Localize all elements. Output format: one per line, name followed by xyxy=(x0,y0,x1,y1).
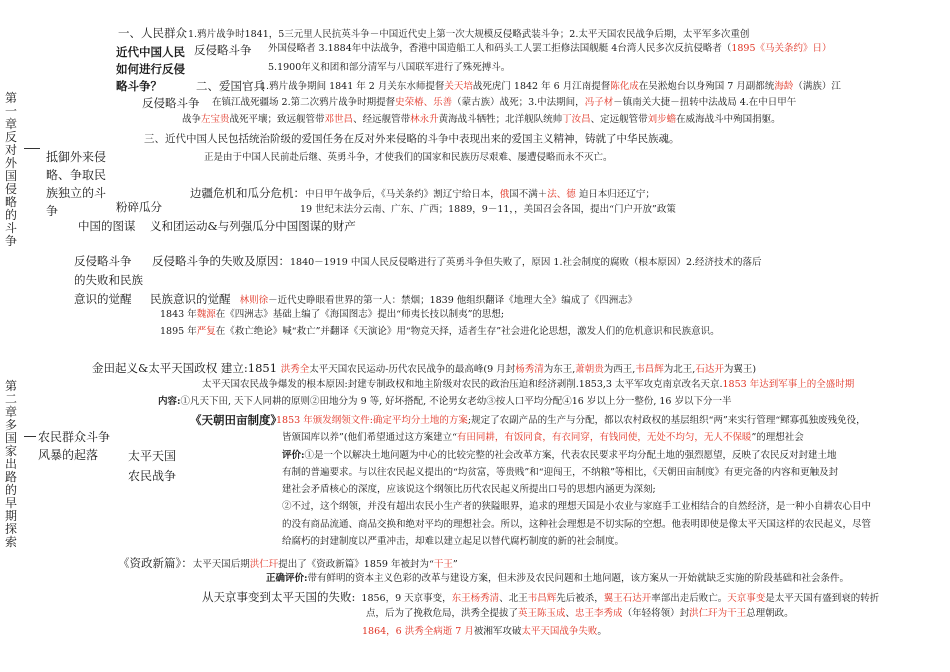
partition-line-1: 边疆危机和瓜分危机：中日甲午战争后，《马关条约》割辽宁给日本，俄国不满＋法、德 迫日本归还辽宁； xyxy=(190,186,655,200)
chapter-2-title: 第二章多国家出路的早期探索 xyxy=(4,379,17,549)
topic-taiping: 太平天国农民战争 xyxy=(128,449,177,483)
evaluation-line-3: 建社会矛盾核心的深度，应该说这个纲领比历代农民起义所提出口号的思想内涵更为深刻; xyxy=(282,484,656,495)
evaluation-line-5: 的没有商品流通、商品交换和绝对平均的理想社会。所以，这种社会理想是不切实际的空想。他表明即使是像太平天国这样的农民起义，尽管 xyxy=(282,519,872,530)
root-cause-line: 太平天国农民战争爆发的根本原因:封建专制政权和地主阶级对农民的政治压迫和经济剥削.1853,3 太平军攻克南京改名天京.1853 年达到军事上的全盛时期 xyxy=(202,379,855,390)
section-1-heading: 一、人民群众 xyxy=(118,26,187,40)
awakening-line-1: 民族意识的觉醒 林则徐－近代史睁眼看世界的第一人：禁烟；1839 他组织翻译《地理大全》编成了《四洲志》 xyxy=(150,292,638,306)
tianjing-line-2: 点，后为了挽救危局，洪秀全提拔了英王陈玉成、忠王李秀成（年轻将领）封洪仁玕为干王总理朝政。 xyxy=(366,608,794,619)
tianchao-line-2: 皆颁国库以养”(他们希望通过这方案建立“有田同耕，有饭同食，有衣同穿，有钱同使，无处不均匀，无人不保暖”的理想社会 xyxy=(282,432,804,443)
evaluation-line-1: 评价:①是一个以解决土地问题为中心的比较完整的社会改革方案，代表农民要求平均分配土地的强烈愿望，反映了农民反对封建土地 xyxy=(282,450,837,461)
question-title: 近代中国人民如何进行反侵略斗争？ xyxy=(116,45,185,93)
topic-resist-invasion: 抵御外来侵略、争取民族独立的斗争 xyxy=(46,150,107,218)
tianjing-line-1: 从天京事变到太平天国的失败: 1856，9 天京事变，东王杨秀清、北王韦昌辉先后被杀，翼王石达开率部出走后败亡。天京事变是太平天国有盛到衰的转折 xyxy=(202,590,880,604)
section-3-line-2: 正是由于中国人民前赴后继、英勇斗争，才使我们的国家和民族历尽艰难、屡遭侵略而永不灭亡。 xyxy=(204,152,613,163)
section-1-line-1: 1.鸦片战争时1841，5三元里人民抗英斗争－中国近代史上第一次大规模反侵略武装斗争；2.太平天国农民战争后期，太平军多次重创 xyxy=(188,29,750,40)
section-1-line-3: 5.1900年义和团和部分清军与八国联军进行了殊死搏斗。 xyxy=(268,62,511,73)
failure-reasons-line: 反侵略斗争的失败及原因：1840－1919 中国人民反侵略进行了英勇斗争但失败了，原因 1.社会制度的腐败（根本原因）2.经济技术的落后 xyxy=(152,254,762,268)
section-2-line-1: 1.鸦片战争期间 1841 年 2 月关东水师提督关天培战死虎门 1842 年 6 月江南提督陈化成在吴淞炮台以身殉国 7 月副都统海龄（满族）江 xyxy=(260,81,841,92)
resist-failure-sub-2: 意识的觉醒 xyxy=(74,292,132,306)
zizheng-eval-line: 正确评价:带有鲜明的资本主义色彩的改革与建设方案，但未涉及农民问题和土地问题，该方案从一开始就缺乏实施的阶段基础和社会条件。 xyxy=(266,573,850,584)
awakening-line-2: 1843 年魏源在《四洲志》基础上编了《海国图志》提出“师夷长技以制夷”的思想; xyxy=(160,309,505,320)
section-2-line-3: 战争左宝贵战死平壤；致远舰管带邓世昌、经远舰管带林永升黄海战斗牺牲；北洋舰队统帅丁汝昌、定远舰管带刘步蟾在威海战斗中殉国捐躯。 xyxy=(182,114,781,125)
evaluation-line-2: 有制的普遍要求。与以往农民起义提出的“均贫富，等贵贱”和“迎闯王，不纳粮”等相比，《天朝田亩制度》有更完备的内容和更触及封 xyxy=(282,467,839,478)
section-1-line-2: 外国侵略者 3.1884年中法战争，香港中国造船工人和码头工人罢工拒修法国舰艇 4台湾人民多次反抗侵略者（1895《马关条约》日） xyxy=(268,43,832,54)
resist-failure-heading: 反侵略斗争 xyxy=(74,254,132,268)
bracket-line xyxy=(24,436,36,437)
zizheng-line: 《资政新篇》：太平天国后期洪仁玕提出了《资政新篇》1859 年被封为“干王” xyxy=(118,556,458,570)
partition-line-2: 19 世纪末法分云南、广东、广西；1889，9－11，，美国召会各国，提出“门户开放”政策 xyxy=(300,204,676,215)
section-2-line-2: 在镇江战死疆场 2.第二次鸦片战争时期提督史荣椿、乐善（蒙古族）战死；3.中法期间，冯子材－镇南关大捷－扭转中法战局 4.在中日甲午 xyxy=(212,97,797,108)
section-3-line-1: 三、近代中国人民包括统治阶级的爱国任务在反对外来侵略的斗争中表现出来的爱国主义精神，铸就了中华民族魂。 xyxy=(144,133,680,145)
chapter-1-title: 第一章反对外国侵略的斗争 xyxy=(4,91,17,248)
tianjing-line-3: 1864，6 洪秀全病逝 7 月被湘军攻破太平天国战争失败。 xyxy=(362,626,607,637)
crush-partition-sub: 中国的图谋 xyxy=(78,219,136,233)
tianchao-title: 《天朝田亩制度》 xyxy=(190,413,282,427)
evaluation-line-4: ②不过，这个纲领，并没有超出农民小生产者的狭隘眼界，追求的理想天国是小农业与家庭手工业相结合的自然经济，是一种小自耕农心目中 xyxy=(282,501,872,512)
bracket-line xyxy=(24,148,40,149)
tianchao-line-1: 1853 年颁发纲领文件:确定平均分土地的方案;规定了农副产品的生产与分配，都以农村政权的基层组织“两”来实行管理“鳏寡孤独废残免役， xyxy=(276,415,866,426)
section-2-heading: 二、爱国官兵 xyxy=(196,79,265,93)
topic-peasant-struggle: 农民群众斗争风暴的起落 xyxy=(38,430,111,462)
section-2-sub: 反侵略斗争 xyxy=(142,96,200,110)
content-line: 内容:①凡天下田, 天下人同耕的原则②田地分为 9 等, 好坏搭配, 不论男女老幼③按人口平均分配④16 岁以上分一整份, 16 岁以下分一半 xyxy=(158,396,732,407)
partition-line-3: 义和团运动&与列强瓜分中国图谋的财产 xyxy=(150,219,356,233)
jintian-line: 金田起义&太平天国政权 建立:1851 洪秀全太平天国农民运动-历代农民战争的最高峰(9 月封杨秀清为东王,萧朝贵为西王,韦昌辉为北王,石达开为翼王) xyxy=(92,361,757,375)
awakening-line-3: 1895 年严复在《救亡绝论》喊“救亡”并翻译《天演论》用“物竞天择，适者生存”社会进化论思想，激发人们的危机意识和民族意识。 xyxy=(160,326,720,337)
crush-partition-heading: 粉碎瓜分 xyxy=(116,200,162,214)
resist-failure-sub-1: 的失败和民族 xyxy=(74,273,143,287)
evaluation-line-6: 给腐朽的封建制度以严重冲击，却难以建立起足以替代腐朽制度的新的社会制度。 xyxy=(282,536,625,547)
section-1-sub: 反侵略斗争 xyxy=(194,43,252,57)
